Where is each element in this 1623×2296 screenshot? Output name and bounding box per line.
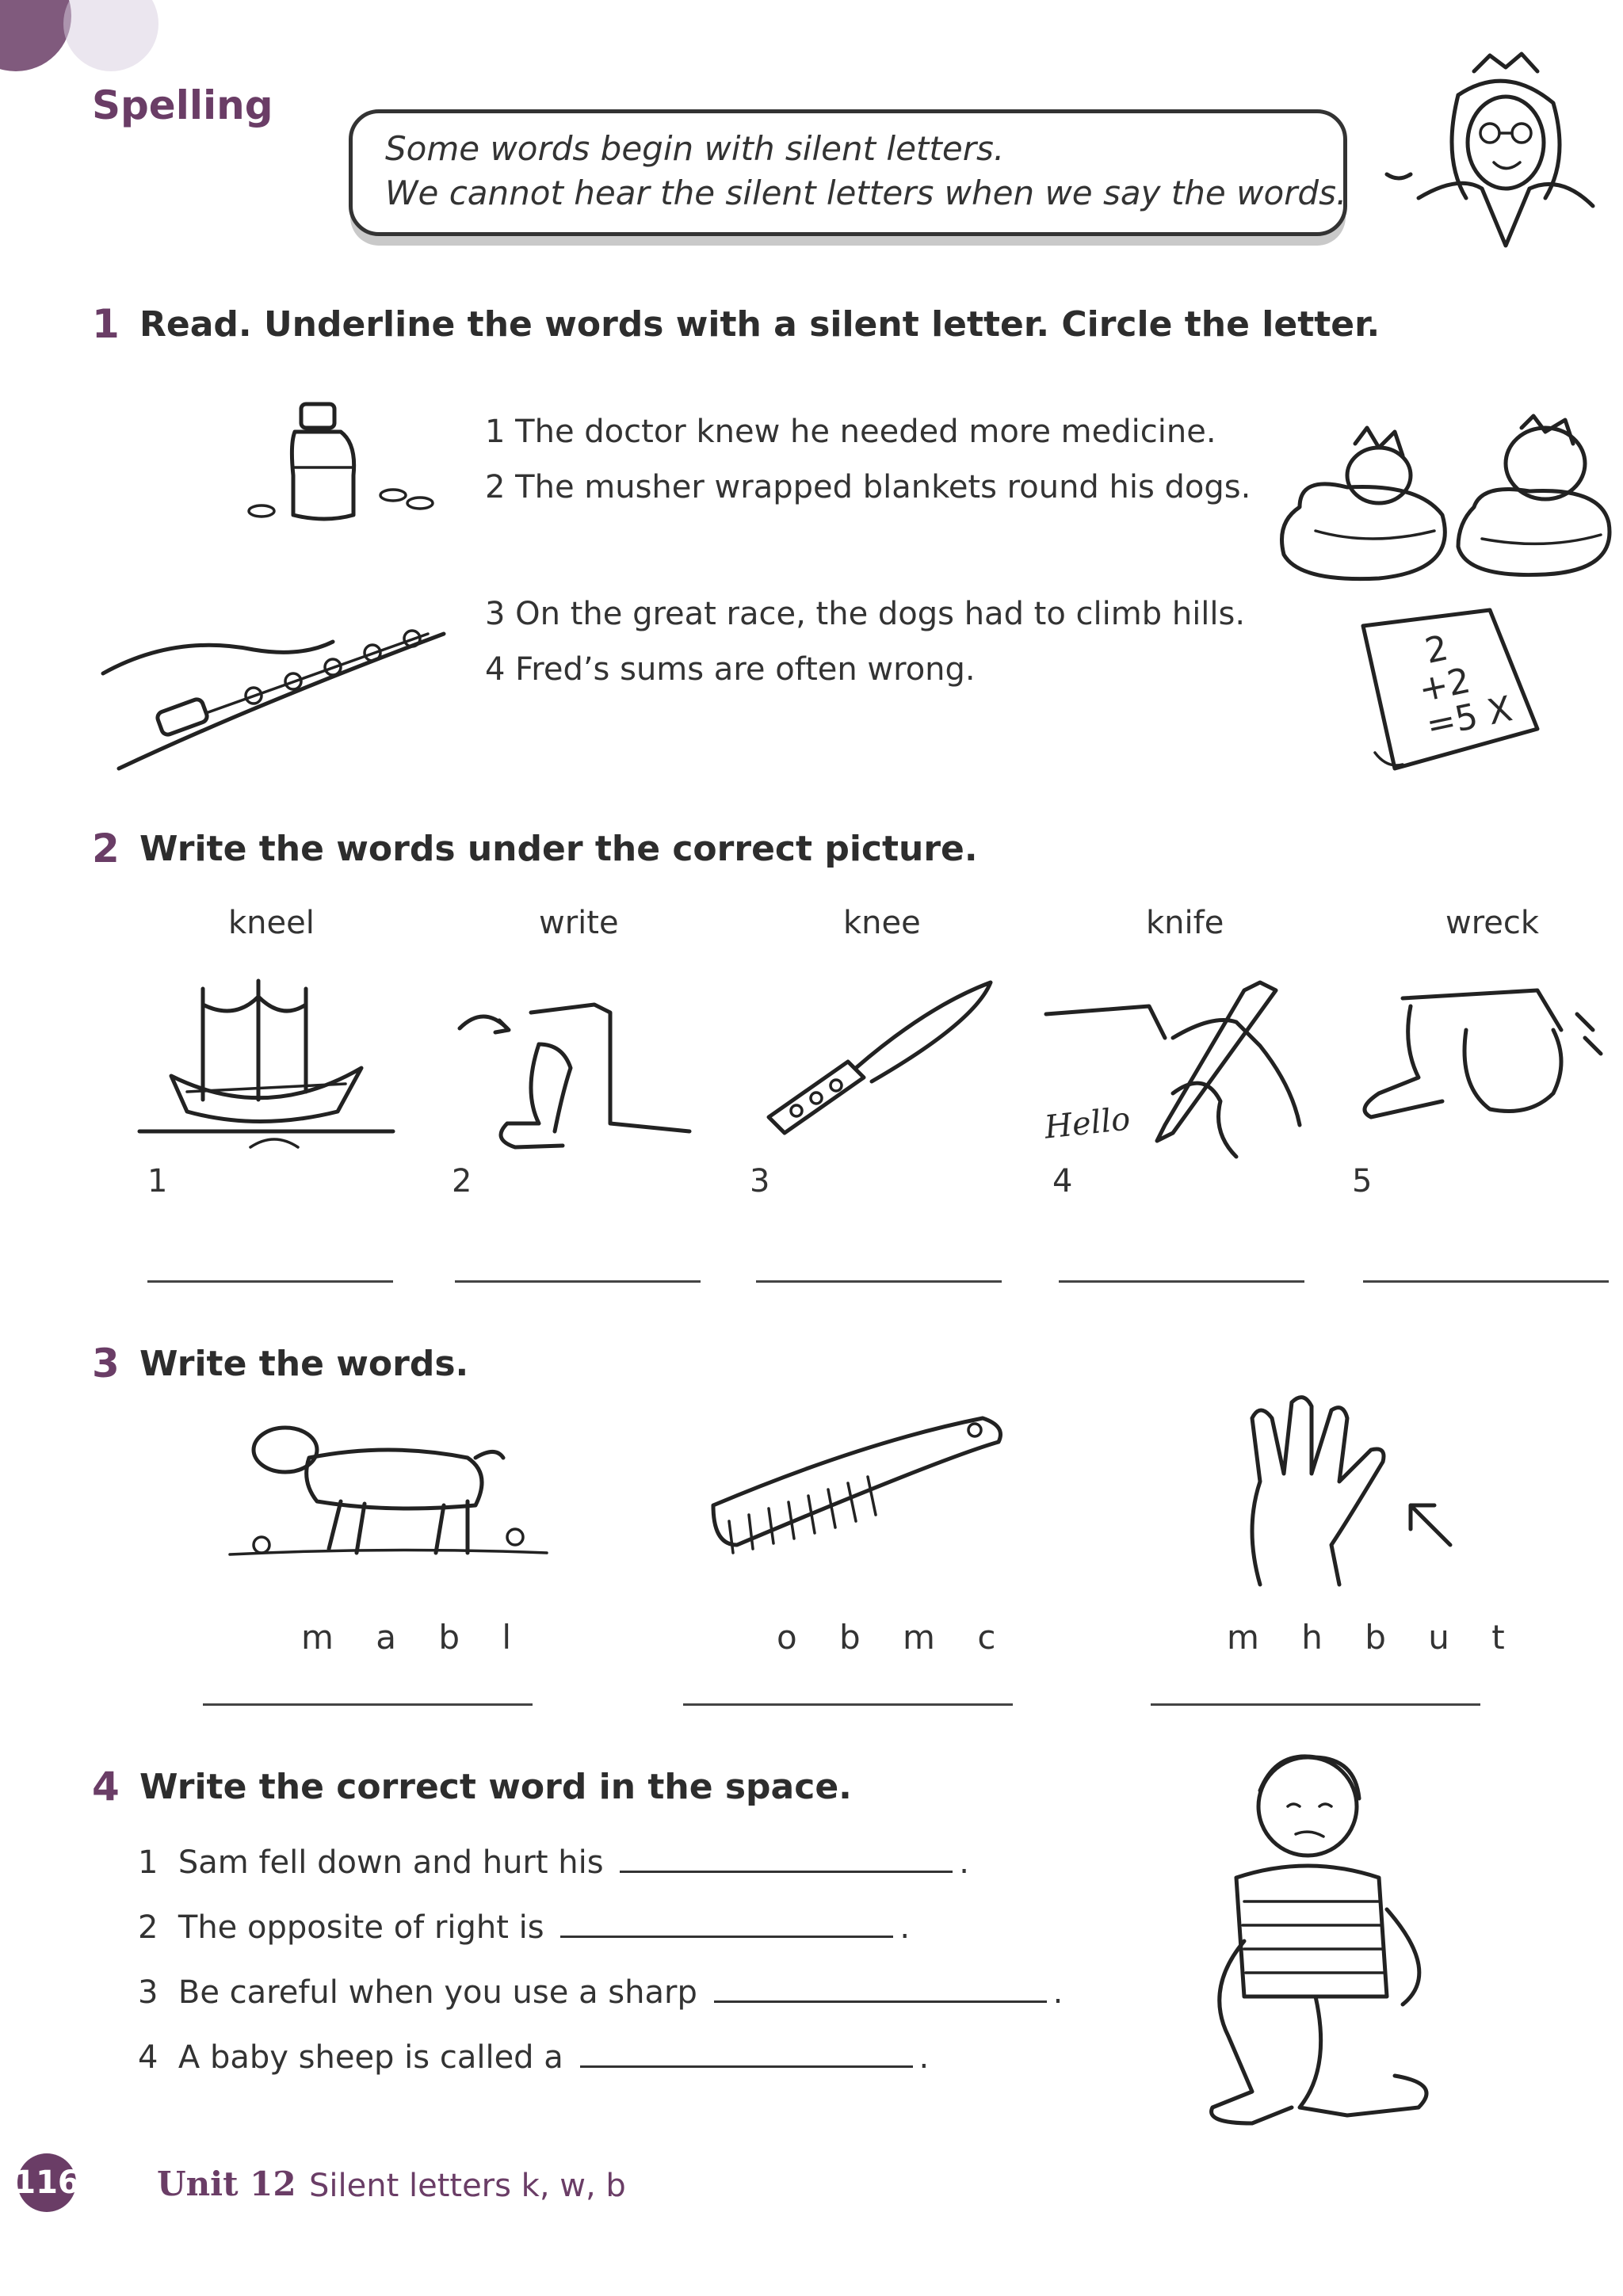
- section-3-number: 3: [92, 1341, 120, 1386]
- fill-item-1: [138, 1835, 969, 1890]
- sentence-3: 3 On the great race, the dogs had to climb hills.: [485, 596, 1246, 632]
- word-kneel: kneel: [228, 905, 315, 941]
- section-4-title: Write the correct word in the space.: [139, 1767, 852, 1807]
- thumb-hand-illustration: [1212, 1386, 1466, 1585]
- hello-writing: Hello: [1042, 1100, 1132, 1146]
- picture-number-1: 1: [147, 1163, 168, 1199]
- section-1-title: Read. Underline the words with a silent letter. Circle the letter.: [139, 304, 1381, 345]
- kneeling-leg-illustration: [452, 997, 705, 1155]
- sentence-2: 2 The musher wrapped blankets round his dogs.: [485, 469, 1251, 505]
- fill-item-2-text: The opposite of right is: [178, 1909, 544, 1946]
- picture-number-4: 4: [1052, 1163, 1073, 1199]
- bubble-line-2: We cannot hear the silent letters when we say the words.: [385, 174, 1347, 212]
- fill-item-3-end: .: [1052, 1974, 1064, 2011]
- fill-item-4: [138, 2030, 929, 2085]
- knife-illustration: [753, 974, 1006, 1149]
- sum-plus: +2: [1415, 660, 1474, 711]
- picture-number-2: 2: [452, 1163, 472, 1199]
- section-1-sentences-b: [485, 586, 1245, 697]
- word-write: write: [539, 905, 619, 941]
- fill-item-3-text: Be careful when you use a sharp: [178, 1974, 697, 2011]
- section-2-title: Write the words under the correct picture.: [139, 829, 978, 869]
- shipwreck-illustration: [139, 973, 401, 1163]
- fill-item-2-number: 2: [138, 1909, 158, 1946]
- answer-line-4[interactable]: [1059, 1280, 1304, 1283]
- word-wreck: wreck: [1445, 905, 1540, 941]
- section-3-title: Write the words.: [139, 1344, 469, 1384]
- fill-item-4-end: .: [918, 2039, 930, 2076]
- section-2-number: 2: [92, 826, 120, 871]
- section-1-sentences-a: [485, 404, 1251, 515]
- fill-item-4-number: 4: [138, 2039, 158, 2076]
- fill-item-3-number: 3: [138, 1974, 158, 2011]
- fill-item-4-text: A baby sheep is called a: [178, 2039, 563, 2076]
- fill-blank-4[interactable]: [580, 2065, 913, 2068]
- scramble-answer-line-3[interactable]: [1151, 1703, 1480, 1706]
- sum-result-value: =5: [1423, 696, 1482, 746]
- sentence-4: 4 Fred’s sums are often wrong.: [485, 651, 976, 688]
- fill-blank-3[interactable]: [714, 2000, 1047, 2003]
- fill-item-2-end: .: [899, 1909, 911, 1946]
- fill-item-3: [138, 1965, 1063, 2020]
- section-1-number: 1: [92, 301, 120, 347]
- scramble-3: m h b u t: [1227, 1618, 1521, 1657]
- wrapped-dogs-illustration: [1268, 412, 1617, 586]
- scramble-2: o b m c: [777, 1618, 1012, 1657]
- scramble-answer-line-1[interactable]: [203, 1703, 533, 1706]
- sled-race-illustration: [95, 602, 460, 776]
- picture-number-3: 3: [750, 1163, 770, 1199]
- sentence-1: 1 The doctor knew he needed more medicine.: [485, 414, 1216, 450]
- kneeling-knee-illustration: [1347, 982, 1609, 1141]
- footer-topic: Silent letters k, w, b: [309, 2168, 626, 2204]
- word-knife: knife: [1146, 905, 1224, 941]
- scramble-1: m a b l: [301, 1618, 528, 1657]
- page-title: Spelling: [92, 82, 273, 128]
- picture-number-5: 5: [1352, 1163, 1373, 1199]
- sum-wrong-mark: X: [1484, 688, 1516, 734]
- answer-line-5[interactable]: [1363, 1280, 1609, 1283]
- section-4-number: 4: [92, 1764, 120, 1810]
- comb-illustration: [705, 1410, 1006, 1569]
- boy-hurt-knee-illustration: [1157, 1735, 1474, 2131]
- answer-line-3[interactable]: [756, 1280, 1002, 1283]
- teacher-illustration: [1411, 48, 1601, 254]
- fill-item-1-number: 1: [138, 1844, 158, 1881]
- fill-item-1-text: Sam fell down and hurt his: [178, 1844, 604, 1881]
- lamb-illustration: [230, 1410, 563, 1569]
- page-number-badge: 116: [17, 2153, 76, 2212]
- answer-line-1[interactable]: [147, 1280, 393, 1283]
- bubble-line-1: Some words begin with silent letters.: [385, 129, 1005, 168]
- sum-top: 2: [1421, 627, 1452, 673]
- fill-item-1-end: .: [959, 1844, 970, 1881]
- word-knee: knee: [843, 905, 921, 941]
- fill-item-2: [138, 1900, 910, 1955]
- fill-blank-1[interactable]: [620, 1871, 953, 1873]
- answer-line-2[interactable]: [455, 1280, 701, 1283]
- speech-bubble-text: [385, 127, 1346, 215]
- fill-blank-2[interactable]: [560, 1936, 893, 1938]
- scramble-answer-line-2[interactable]: [683, 1703, 1013, 1706]
- footer-unit: Unit 12: [157, 2164, 296, 2203]
- corner-decoration: [0, 0, 174, 95]
- medicine-bottle-illustration: [238, 396, 452, 531]
